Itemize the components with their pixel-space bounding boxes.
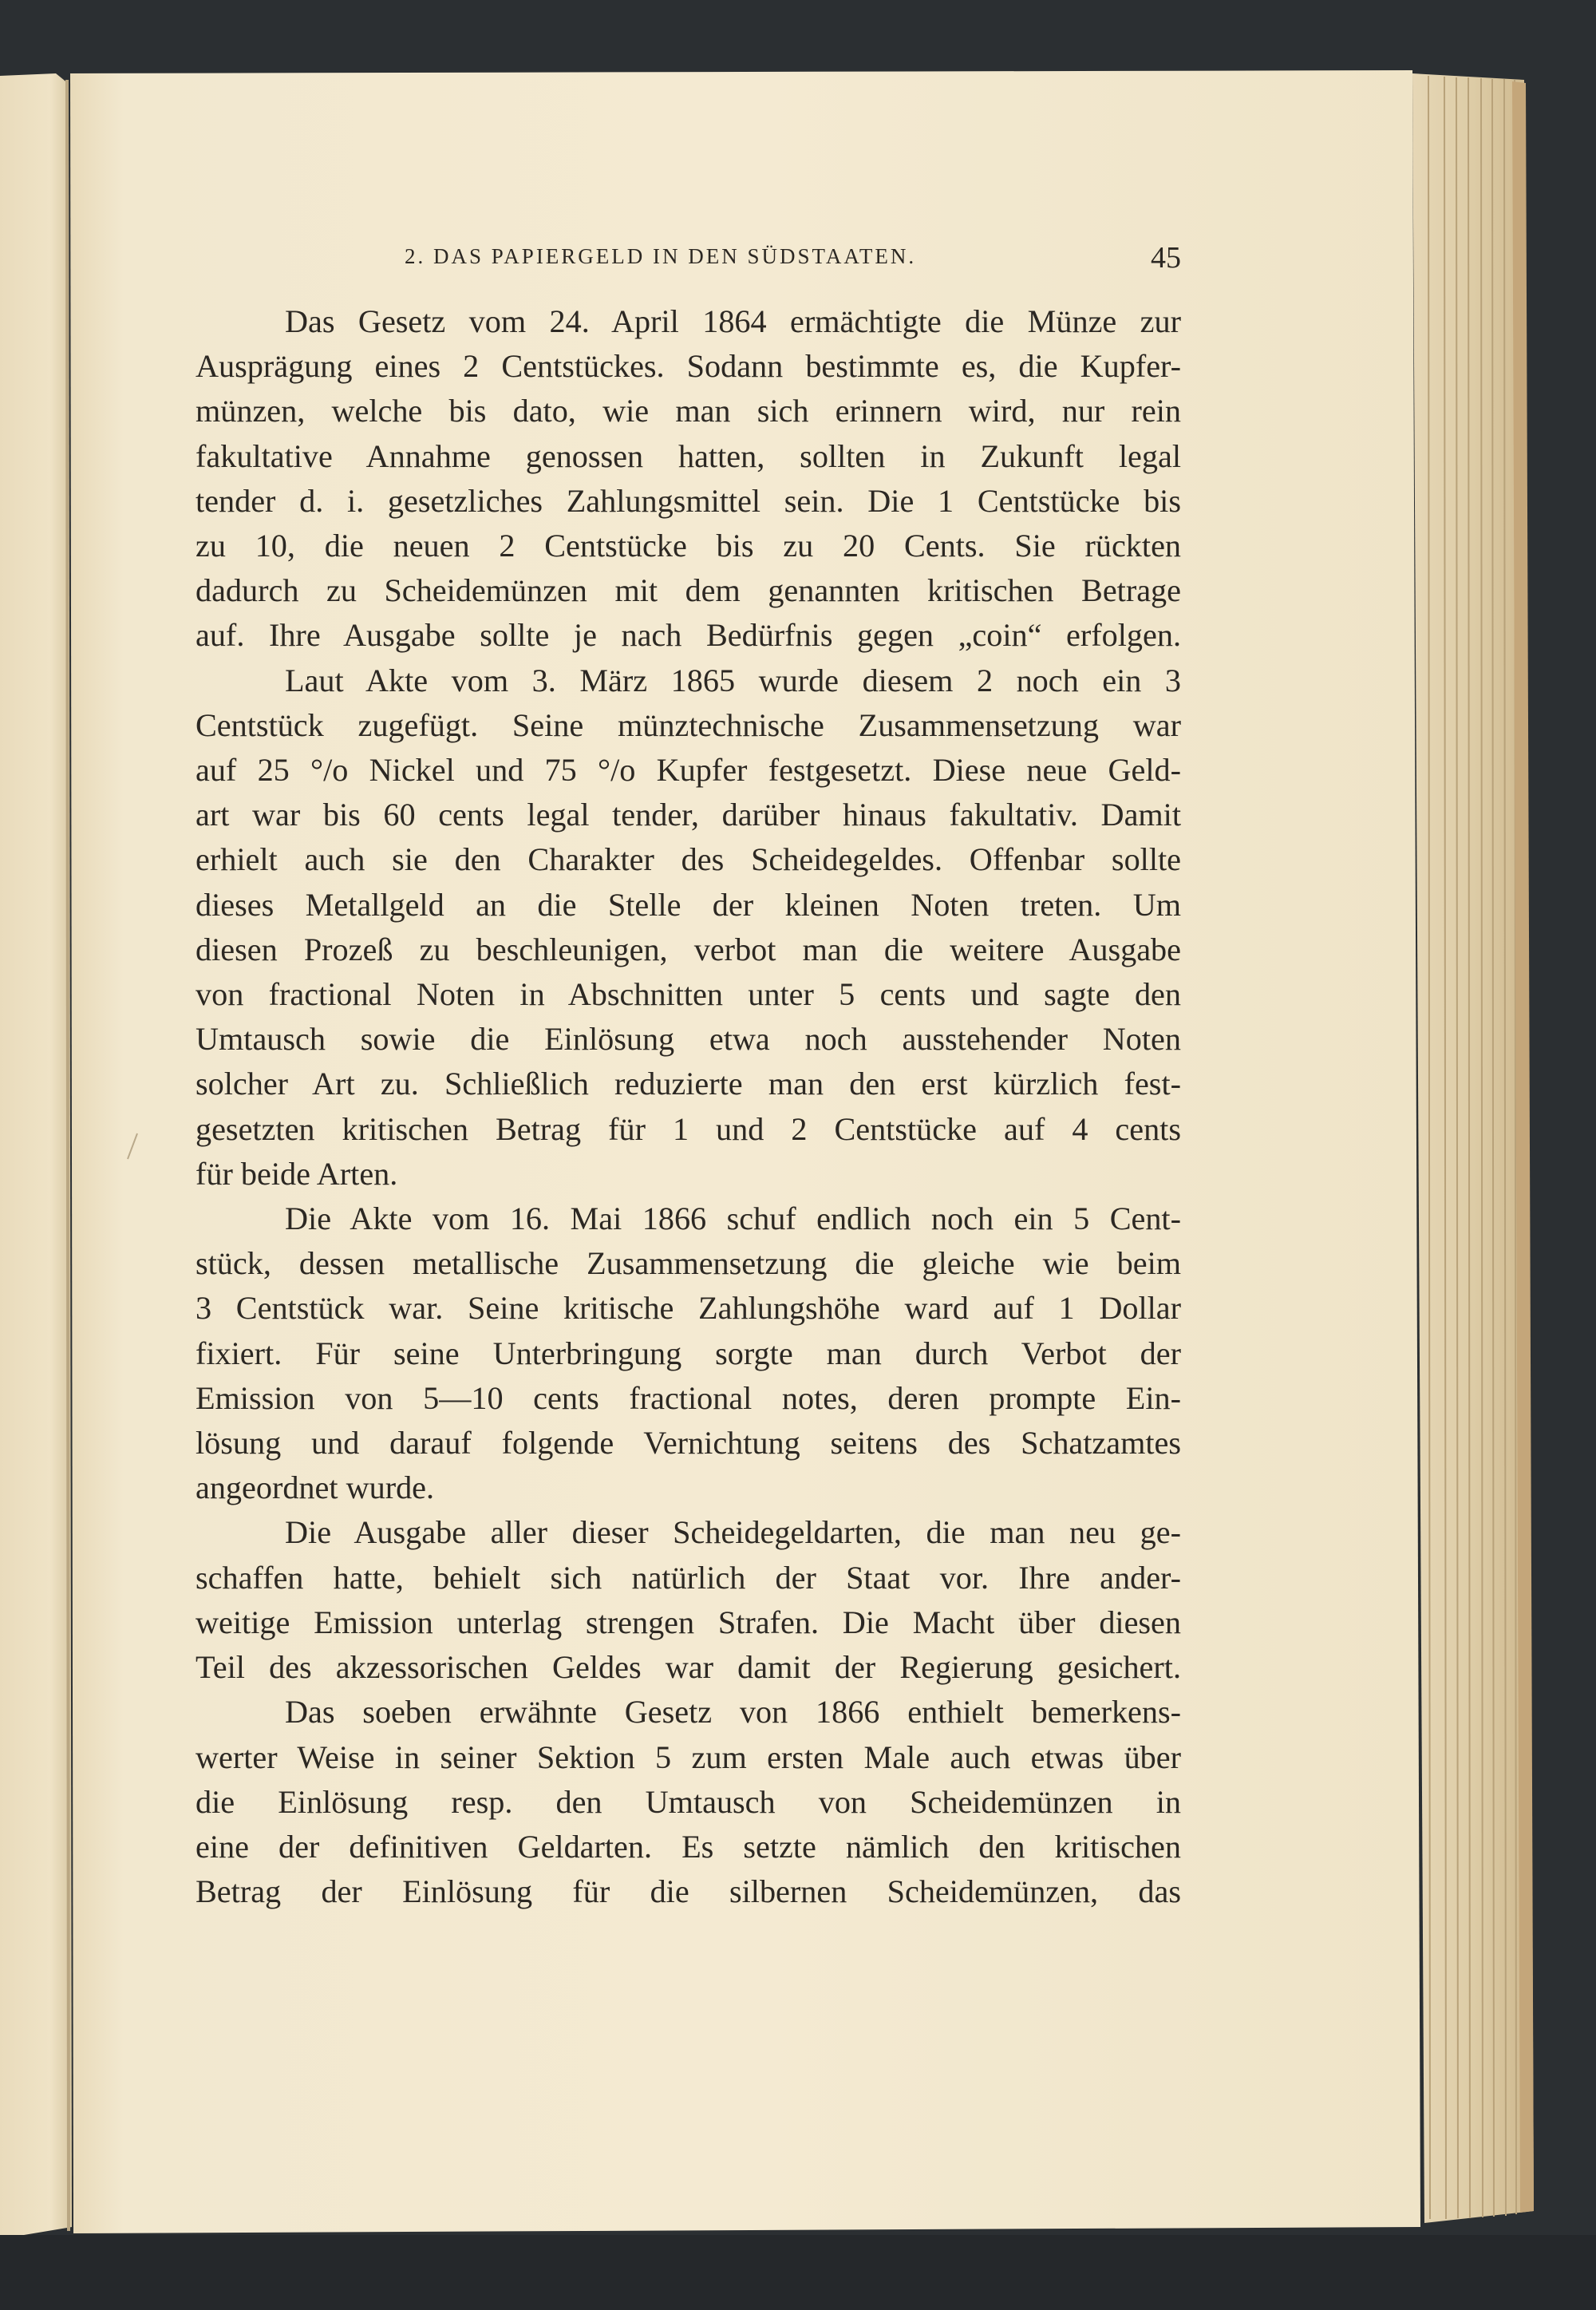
text-line: Die Ausgabe aller dieser Scheidegeldarten, die man neu ge-: [285, 1514, 1181, 1551]
text-line: dieses Metallgeld an die Stelle der kleinen Noten treten. Um: [196, 886, 1181, 923]
text-line: Umtausch sowie die Einlösung etwa noch ausstehender Noten: [196, 1021, 1181, 1058]
text-line: Laut Akte vom 3. März 1865 wurde diesem 2 noch ein 3: [285, 662, 1181, 698]
text-line: schaffen hatte, behielt sich natürlich der Staat vor. Ihre ander-: [196, 1559, 1181, 1596]
paragraph-3: [196, 1197, 1181, 1510]
page-number: 45: [1151, 241, 1181, 275]
text-line: tender d. i. gesetzliches Zahlungsmittel sein. Die 1 Centstücke bis: [196, 482, 1181, 519]
text-line: Teil des akzessorischen Geldes war damit der Regierung gesichert.: [196, 1649, 1181, 1686]
paragraph-2: [196, 659, 1181, 1197]
text-line: auf. Ihre Ausgabe sollte je nach Bedürfnis gegen „coin“ erfolgen.: [196, 617, 1181, 654]
text-line: zu 10, die neuen 2 Centstücke bis zu 20 Cents. Sie rückten: [196, 528, 1181, 564]
running-head: [196, 227, 1181, 299]
text-line: stück, dessen metallische Zusammensetzung die gleiche wie beim: [196, 1245, 1181, 1282]
text-line: die Einlösung resp. den Umtausch von Scheidemünzen in: [196, 1783, 1181, 1820]
text-line: Ausprägung eines 2 Centstückes. Sodann bestimmte es, die Kupfer-: [196, 348, 1181, 385]
page-text-block: [196, 227, 1181, 1914]
text-line: weitige Emission unterlag strengen Strafen. Die Macht über diesen: [196, 1604, 1181, 1640]
text-line: solcher Art zu. Schließlich reduzierte man den erst kürzlich fest-: [196, 1066, 1181, 1102]
text-line: Centstück zugefügt. Seine münztechnische Zusammensetzung war: [196, 706, 1181, 743]
text-line: 3 Centstück war. Seine kritische Zahlungshöhe ward auf 1 Dollar: [196, 1290, 1181, 1327]
text-line: eine der definitiven Geldarten. Es setzte nämlich den kritischen: [196, 1828, 1181, 1865]
text-line: werter Weise in seiner Sektion 5 zum ersten Male auch etwas über: [196, 1738, 1181, 1775]
text-line: Das soeben erwähnte Gesetz von 1866 enthielt bemerkens-: [285, 1694, 1181, 1731]
text-line: fixiert. Für seine Unterbringung sorgte man durch Verbot der: [196, 1335, 1181, 1371]
text-line: für beide Arten.: [196, 1155, 398, 1192]
running-title: 2. DAS PAPIERGELD IN DEN SÜDSTAATEN.: [405, 244, 917, 268]
text-line: lösung und darauf folgende Vernichtung seitens des Schatzamtes: [196, 1425, 1181, 1462]
paragraph-1: [196, 299, 1181, 659]
paragraph-4: [196, 1510, 1181, 1690]
text-line: art war bis 60 cents legal tender, darüber hinaus fakultativ. Damit: [196, 797, 1181, 833]
text-line: dadurch zu Scheidemünzen mit dem genannten kritischen Betrage: [196, 572, 1181, 609]
text-line: Die Akte vom 16. Mai 1866 schuf endlich noch ein 5 Cent-: [285, 1200, 1181, 1237]
text-line: angeordnet wurde.: [196, 1469, 435, 1506]
text-line: diesen Prozeß zu beschleunigen, verbot man die weitere Ausgabe: [196, 931, 1181, 967]
paragraph-5: [196, 1690, 1181, 1914]
text-line: erhielt auch sie den Charakter des Scheidegeldes. Offenbar sollte: [196, 841, 1181, 878]
text-line: auf 25 °/o Nickel und 75 °/o Kupfer festgesetzt. Diese neue Geld-: [196, 752, 1181, 789]
text-line: von fractional Noten in Abschnitten unter 5 cents und sagte den: [196, 976, 1181, 1013]
left-page-edge: [0, 73, 72, 2239]
text-line: fakultative Annahme genossen hatten, sollten in Zukunft legal: [196, 437, 1181, 474]
text-line: Das Gesetz vom 24. April 1864 ermächtigte die Münze zur: [285, 303, 1181, 339]
text-line: gesetzten kritischen Betrag für 1 und 2 Centstücke auf 4 cents: [196, 1110, 1181, 1147]
text-line: Betrag der Einlösung für die silbernen Scheidemünzen, das: [196, 1873, 1181, 1910]
text-line: Emission von 5—10 cents fractional notes, deren prompte Ein-: [196, 1379, 1181, 1416]
text-line: münzen, welche bis dato, wie man sich erinnern wird, nur rein: [196, 393, 1181, 429]
